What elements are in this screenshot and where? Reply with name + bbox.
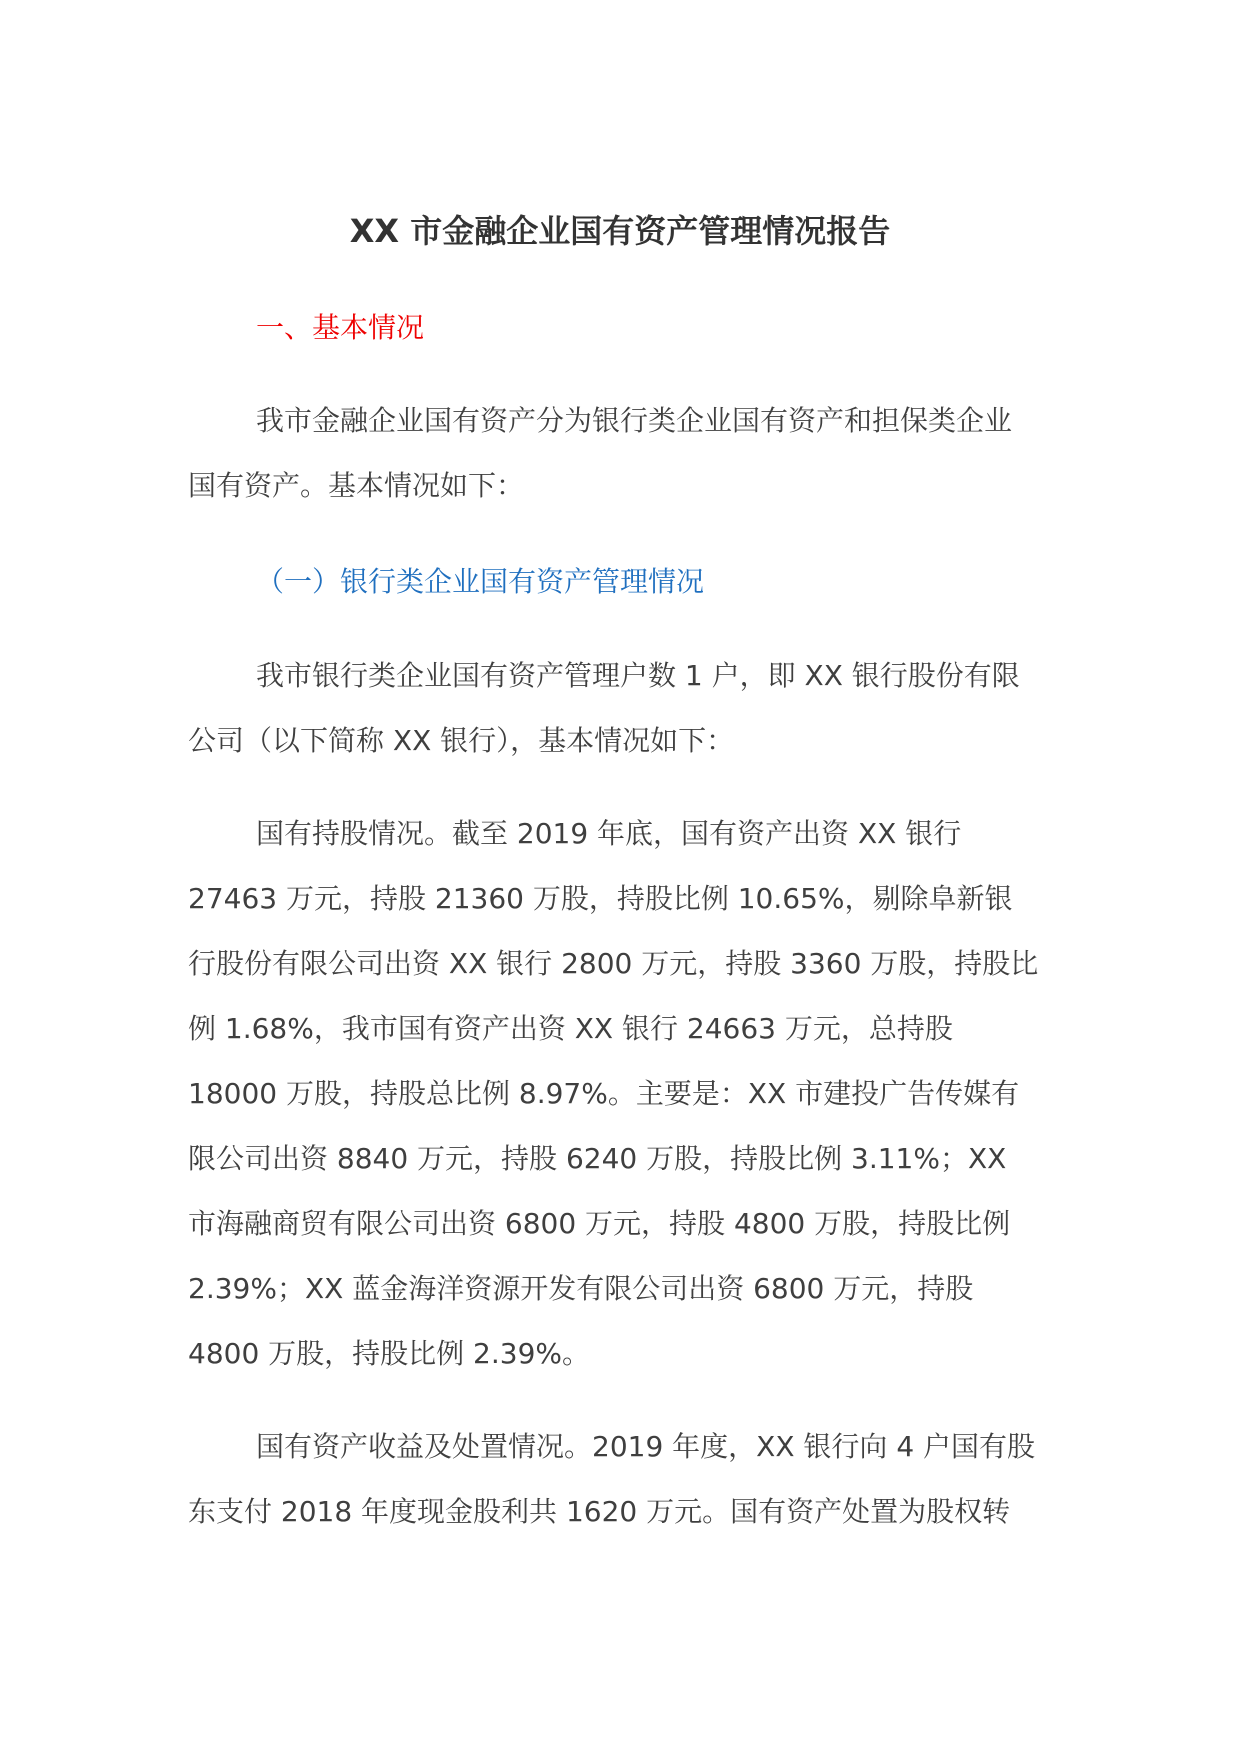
paragraph-line: 4800 万股，持股比例 2.39%。	[188, 1337, 591, 1370]
paragraph-shareholding	[188, 801, 1068, 1386]
paragraph-line: 东支付 2018 年度现金股利共 1620 万元。国有资产处置为股权转	[188, 1495, 1011, 1528]
paragraph-income-disposal	[188, 1414, 1068, 1544]
document-title: XX 市金融企业国有资产管理情况报告	[349, 212, 891, 250]
paragraph-line: 公司（以下简称 XX 银行），基本情况如下：	[188, 724, 735, 757]
paragraph-line: 2.39%；XX 蓝金海洋资源开发有限公司出资 6800 万元，持股	[188, 1272, 974, 1305]
paragraph-line: 我市金融企业国有资产分为银行类企业国有资产和担保类企业	[256, 404, 1013, 437]
paragraph-line: 国有资产。基本情况如下：	[188, 469, 525, 502]
paragraph-line: 18000 万股，持股总比例 8.97%。主要是：XX 市建投广告传媒有	[188, 1077, 1020, 1110]
paragraph-line: 27463 万元，持股 21360 万股，持股比例 10.65%，剔除阜新银	[188, 882, 1013, 915]
paragraph-line: 市海融商贸有限公司出资 6800 万元，持股 4800 万股，持股比例	[188, 1207, 1011, 1240]
paragraph-line: 行股份有限公司出资 XX 银行 2800 万元，持股 3360 万股，持股比	[188, 947, 1039, 980]
section-heading-basic-situation: 一、基本情况	[256, 311, 425, 344]
paragraph-line: 国有持股情况。截至 2019 年底，国有资产出资 XX 银行	[256, 817, 962, 850]
paragraph-line: 我市银行类企业国有资产管理户数 1 户，即 XX 银行股份有限	[256, 659, 1020, 692]
paragraph-overview	[188, 388, 1068, 518]
subsection-heading-bank-assets: （一）银行类企业国有资产管理情况	[256, 565, 705, 598]
paragraph-bank-count	[188, 643, 1068, 773]
paragraph-line: 限公司出资 8840 万元，持股 6240 万股，持股比例 3.11%；XX	[188, 1142, 1007, 1175]
paragraph-line: 例 1.68%，我市国有资产出资 XX 银行 24663 万元，总持股	[188, 1012, 953, 1045]
paragraph-line: 国有资产收益及处置情况。2019 年度，XX 银行向 4 户国有股	[256, 1430, 1036, 1463]
